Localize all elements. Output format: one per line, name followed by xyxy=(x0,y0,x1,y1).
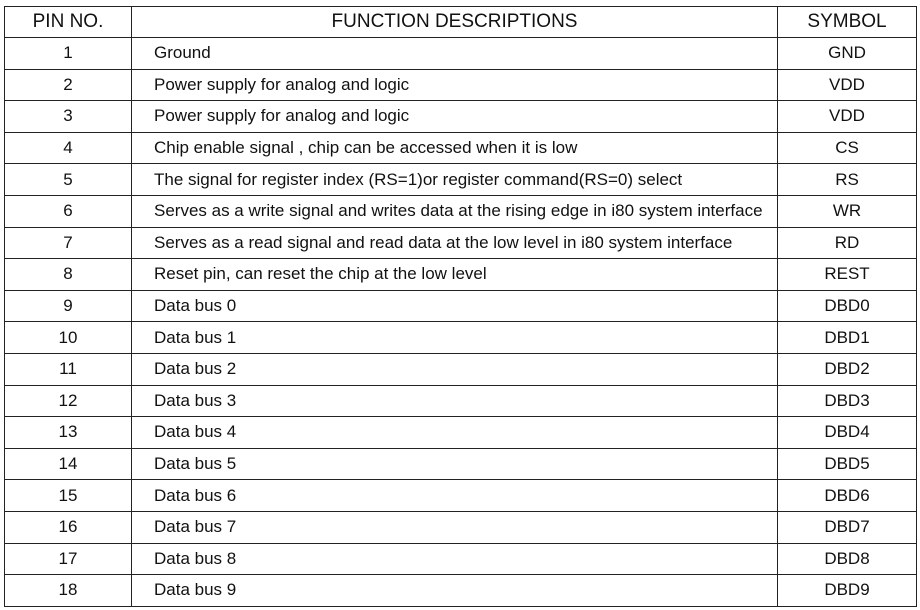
symbol-cell: DBD1 xyxy=(778,322,917,354)
pin-number-cell: 6 xyxy=(5,195,132,227)
function-description-cell: Power supply for analog and logic xyxy=(132,69,778,101)
pin-number-cell: 16 xyxy=(5,511,132,543)
symbol-cell: VDD xyxy=(778,69,917,101)
function-description-cell: Power supply for analog and logic xyxy=(132,101,778,133)
function-description-cell: Data bus 1 xyxy=(132,322,778,354)
table-row xyxy=(5,480,917,512)
function-description-cell: Ground xyxy=(132,38,778,70)
function-description-cell: Data bus 6 xyxy=(132,480,778,512)
table-row xyxy=(5,259,917,291)
function-description-cell: Data bus 5 xyxy=(132,448,778,480)
table-row xyxy=(5,101,917,133)
function-description-cell: Data bus 2 xyxy=(132,353,778,385)
pin-number-cell: 1 xyxy=(5,38,132,70)
symbol-cell: DBD7 xyxy=(778,511,917,543)
function-description-cell: Data bus 9 xyxy=(132,575,778,607)
symbol-cell: DBD5 xyxy=(778,448,917,480)
function-description-cell: Serves as a write signal and writes data at the rising edge in i80 system interface xyxy=(132,195,778,227)
pin-number-cell: 11 xyxy=(5,353,132,385)
table-row xyxy=(5,353,917,385)
table-row xyxy=(5,38,917,70)
symbol-cell: GND xyxy=(778,38,917,70)
symbol-cell: RD xyxy=(778,227,917,259)
pin-number-cell: 10 xyxy=(5,322,132,354)
symbol-cell: DBD6 xyxy=(778,480,917,512)
header-pin-no: PIN NO. xyxy=(5,7,132,38)
function-description-cell: Data bus 8 xyxy=(132,543,778,575)
table-row xyxy=(5,575,917,607)
symbol-cell: RS xyxy=(778,164,917,196)
symbol-cell: DBD9 xyxy=(778,575,917,607)
function-description-cell: Data bus 4 xyxy=(132,417,778,449)
table-row xyxy=(5,69,917,101)
pin-number-cell: 18 xyxy=(5,575,132,607)
table-row xyxy=(5,195,917,227)
header-symbol: SYMBOL xyxy=(778,7,917,38)
table-row xyxy=(5,417,917,449)
table-row xyxy=(5,448,917,480)
pin-number-cell: 3 xyxy=(5,101,132,133)
pin-number-cell: 14 xyxy=(5,448,132,480)
pin-number-cell: 2 xyxy=(5,69,132,101)
header-row xyxy=(5,7,917,38)
table-row xyxy=(5,227,917,259)
pin-number-cell: 8 xyxy=(5,259,132,291)
table-row xyxy=(5,511,917,543)
symbol-cell: WR xyxy=(778,195,917,227)
table-row xyxy=(5,132,917,164)
pin-description-table xyxy=(4,6,917,607)
table-row xyxy=(5,543,917,575)
symbol-cell: CS xyxy=(778,132,917,164)
function-description-cell: Data bus 0 xyxy=(132,290,778,322)
pin-number-cell: 5 xyxy=(5,164,132,196)
table-row xyxy=(5,385,917,417)
function-description-cell: Chip enable signal , chip can be accessed when it is low xyxy=(132,132,778,164)
table-header xyxy=(5,7,917,38)
table-row xyxy=(5,290,917,322)
pin-number-cell: 7 xyxy=(5,227,132,259)
table-body xyxy=(5,38,917,607)
symbol-cell: REST xyxy=(778,259,917,291)
function-description-cell: The signal for register index (RS=1)or register command(RS=0) select xyxy=(132,164,778,196)
pin-number-cell: 17 xyxy=(5,543,132,575)
header-function-descriptions: FUNCTION DESCRIPTIONS xyxy=(132,7,778,38)
function-description-cell: Data bus 3 xyxy=(132,385,778,417)
function-description-cell: Data bus 7 xyxy=(132,511,778,543)
table-row xyxy=(5,164,917,196)
symbol-cell: DBD3 xyxy=(778,385,917,417)
pin-number-cell: 4 xyxy=(5,132,132,164)
pin-number-cell: 12 xyxy=(5,385,132,417)
symbol-cell: VDD xyxy=(778,101,917,133)
symbol-cell: DBD4 xyxy=(778,417,917,449)
symbol-cell: DBD0 xyxy=(778,290,917,322)
function-description-cell: Reset pin, can reset the chip at the low level xyxy=(132,259,778,291)
function-description-cell: Serves as a read signal and read data at the low level in i80 system interface xyxy=(132,227,778,259)
table-row xyxy=(5,322,917,354)
symbol-cell: DBD8 xyxy=(778,543,917,575)
pin-number-cell: 15 xyxy=(5,480,132,512)
pin-number-cell: 13 xyxy=(5,417,132,449)
symbol-cell: DBD2 xyxy=(778,353,917,385)
pin-number-cell: 9 xyxy=(5,290,132,322)
